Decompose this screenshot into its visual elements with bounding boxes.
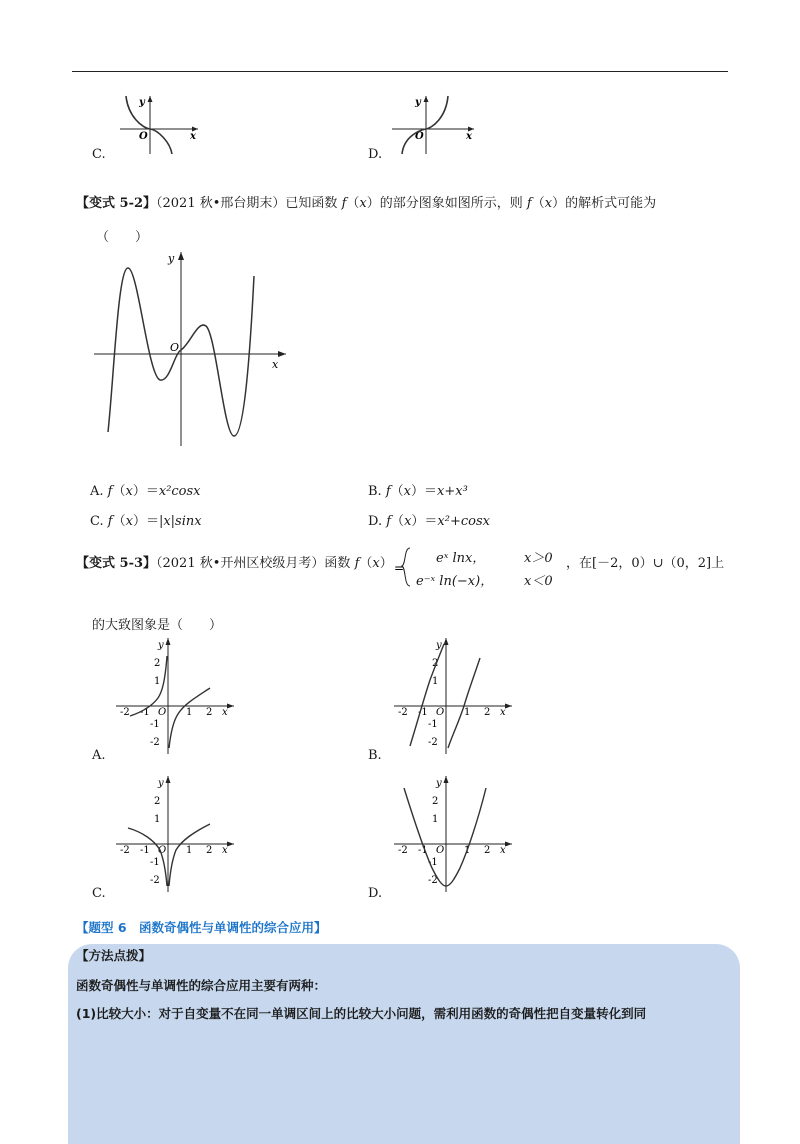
svg-text:-1: -1 xyxy=(140,707,150,718)
svg-text:2: 2 xyxy=(432,658,439,669)
svg-text:=: = xyxy=(394,561,405,575)
svg-text:1: 1 xyxy=(186,845,193,856)
svg-text:y: y xyxy=(139,97,145,108)
q53-header: 【变式 5-3】（2021 秋•开州区校级月考）函数 f（x） xyxy=(76,556,393,571)
svg-text:2: 2 xyxy=(154,796,161,807)
svg-text:x: x xyxy=(466,131,472,142)
svg-text:O: O xyxy=(436,845,445,856)
svg-text:-1: -1 xyxy=(428,719,438,730)
section-title: 【题型 6 函数奇偶性与单调性的综合应用】 xyxy=(76,920,327,935)
svg-text:y: y xyxy=(168,252,175,265)
svg-text:y: y xyxy=(436,640,442,651)
svg-text:-1: -1 xyxy=(150,719,160,730)
q53-graph-a xyxy=(112,636,238,756)
header-rule xyxy=(72,71,728,72)
svg-text:x: x xyxy=(272,358,279,371)
svg-text:y: y xyxy=(436,778,442,789)
q53-graph-b xyxy=(390,636,516,756)
svg-text:2: 2 xyxy=(484,707,491,718)
svg-text:-1: -1 xyxy=(428,857,438,868)
q53-cond1: x＞0 xyxy=(524,551,553,566)
svg-text:-2: -2 xyxy=(428,737,438,748)
svg-text:O: O xyxy=(436,707,445,718)
svg-text:-2: -2 xyxy=(120,707,130,718)
curve xyxy=(126,96,172,154)
method-heading: 【方法点拨】 xyxy=(76,948,152,963)
svg-text:x: x xyxy=(190,131,196,142)
svg-text:1: 1 xyxy=(432,676,439,687)
svg-text:O: O xyxy=(170,341,180,354)
svg-text:2: 2 xyxy=(484,845,491,856)
top-option-c[interactable]: C. xyxy=(92,147,106,162)
svg-text:-1: -1 xyxy=(418,707,428,718)
q53-option-c[interactable]: C. xyxy=(92,886,106,901)
svg-text:2: 2 xyxy=(206,845,213,856)
svg-text:1: 1 xyxy=(186,707,193,718)
svg-text:1: 1 xyxy=(432,814,439,825)
top-option-d[interactable]: D. xyxy=(368,147,383,162)
graph-top-c xyxy=(112,92,202,156)
q53-option-a[interactable]: A. xyxy=(92,748,106,763)
method-line-2: (1)比较大小：对于自变量不在同一单调区间上的比较大小问题，需利用函数的奇偶性把自变量转化到同 xyxy=(76,1006,647,1021)
svg-text:2: 2 xyxy=(154,658,161,669)
q53-piece1: eˣ lnx， xyxy=(436,551,486,566)
q53-cond2: x＜0 xyxy=(524,574,553,589)
svg-text:-2: -2 xyxy=(398,845,408,856)
svg-text:x: x xyxy=(500,707,506,718)
svg-text:O: O xyxy=(158,707,167,718)
q53-graph-c xyxy=(112,774,238,894)
q53-piece2: e⁻ˣ ln(−x)， xyxy=(416,574,494,589)
q53-line2: 的大致图象是（ ） xyxy=(92,618,223,633)
q52-graph xyxy=(90,246,290,450)
q52-paren: （ ） xyxy=(96,230,149,245)
svg-text:-2: -2 xyxy=(120,845,130,856)
q53-interval: ，在[－2，0）∪（0，2]上 xyxy=(566,556,725,571)
svg-text:y: y xyxy=(415,97,421,108)
svg-text:1: 1 xyxy=(464,845,471,856)
svg-text:-1: -1 xyxy=(150,857,160,868)
q53-graph-d xyxy=(390,774,516,894)
svg-text:y: y xyxy=(158,778,164,789)
svg-text:-1: -1 xyxy=(140,845,150,856)
q52-option-d[interactable]: D. f（x）＝x²+cosx xyxy=(368,514,490,529)
svg-text:O: O xyxy=(139,131,148,142)
svg-text:2: 2 xyxy=(432,796,439,807)
svg-text:-1: -1 xyxy=(418,845,428,856)
q52-option-a[interactable]: A. f（x）＝x²cosx xyxy=(90,484,201,499)
svg-text:1: 1 xyxy=(154,676,161,687)
svg-text:x: x xyxy=(500,845,506,856)
svg-text:-2: -2 xyxy=(398,707,408,718)
graph-top-d xyxy=(388,92,478,156)
svg-text:2: 2 xyxy=(206,707,213,718)
q52-header: 【变式 5-2】（2021 秋•邢台期末）已知函数 f（x）的部分图象如图所示，则 f（x）的解析式可能为 xyxy=(76,196,657,211)
svg-text:-2: -2 xyxy=(150,737,160,748)
q53-option-b[interactable]: B. xyxy=(368,748,382,763)
q52-option-b[interactable]: B. f（x）＝x+x³ xyxy=(368,484,468,499)
svg-text:O: O xyxy=(158,845,167,856)
q52-option-c[interactable]: C. f（x）＝|x|sinx xyxy=(90,514,202,529)
method-box xyxy=(68,944,740,1144)
svg-text:-2: -2 xyxy=(150,875,160,886)
svg-text:1: 1 xyxy=(464,707,471,718)
method-line-1: 函数奇偶性与单调性的综合应用主要有两种： xyxy=(76,978,327,993)
q53-option-d[interactable]: D. xyxy=(368,886,383,901)
svg-text:x: x xyxy=(222,845,228,856)
svg-text:-2: -2 xyxy=(428,875,438,886)
svg-text:O: O xyxy=(415,131,424,142)
svg-text:1: 1 xyxy=(154,814,161,825)
svg-text:x: x xyxy=(222,707,228,718)
svg-text:y: y xyxy=(158,640,164,651)
